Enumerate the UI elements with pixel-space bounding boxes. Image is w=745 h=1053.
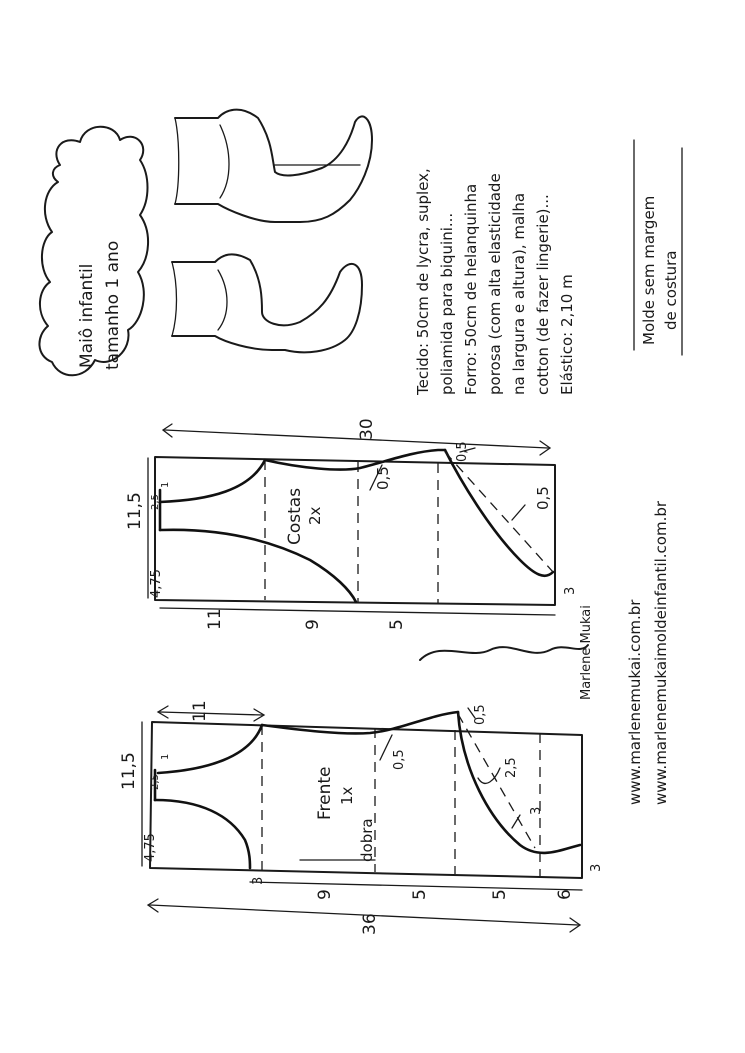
svg-text:Forro: 50cm de helanquinha [462, 184, 480, 395]
back-seg1: 11 [205, 608, 225, 630]
front-piece-count: 1x [338, 786, 356, 805]
front-seg3: 5 [490, 889, 510, 900]
svg-text:www.marlenemukai.com.br [626, 599, 644, 805]
back-neck-step: 2,5 [150, 494, 161, 510]
signature [420, 605, 594, 700]
svg-text:poliamida para biquini... [438, 213, 456, 395]
svg-text:Elástico: 2,10 m [558, 274, 576, 395]
front-piece-name: Frente [315, 766, 335, 820]
materials-line-2: poliamida para biquini... [438, 212, 456, 395]
front-offset-a: 0,5 [392, 749, 407, 770]
signature-text: Marlene Mukai [579, 605, 594, 700]
title-cloud [39, 127, 148, 376]
svg-text:cotton (de fazer lingerie)... [534, 194, 552, 395]
back-pattern-piece [125, 418, 578, 630]
front-height-label: 11,5 [119, 752, 139, 790]
front-offset-b: 0,5 [473, 704, 488, 725]
front-leg-depth: 2,5 [504, 757, 519, 778]
back-offset-c: 0,5 [455, 441, 470, 462]
svg-text:na largura e altura), malha [510, 193, 528, 395]
materials-line-7: Elástico: 2,10 m [558, 274, 576, 395]
front-leg-curve: 3 [529, 806, 544, 815]
front-fold-label: dobra [358, 818, 376, 862]
svg-text:tamanho 1 ano [103, 241, 123, 370]
materials-text [414, 168, 576, 396]
back-width-label: 30 [357, 418, 377, 440]
back-bottom: 3 [563, 586, 578, 595]
back-height-label: 11,5 [125, 492, 145, 530]
back-piece-name: Costas [285, 487, 305, 545]
back-offset-a: 0,5 [374, 466, 392, 490]
back-offset-b: 0,5 [534, 486, 552, 510]
back-seg2: 9 [303, 619, 323, 630]
front-seg4: 6 [555, 889, 575, 900]
note-line2: de costura [662, 250, 680, 330]
front-neck-step: 2,5 [150, 774, 161, 790]
back-top-small: 1 [160, 481, 171, 488]
svg-text:Molde sem margem [640, 196, 658, 345]
front-pattern-piece [119, 700, 604, 935]
front-left-gap: 4,75 [143, 833, 158, 862]
materials-line-6: cotton (de fazer lingerie)... [534, 194, 552, 395]
materials-line-5: na largura e altura), malha [510, 192, 528, 395]
svg-text:www.marlenemukaimoldeinfantil. [652, 500, 670, 805]
materials-line-1: Tecido: 50cm de lycra, suplex, [414, 168, 432, 395]
front-seg2: 5 [410, 889, 430, 900]
svg-text:Maiô infantil [77, 264, 97, 368]
note-line1: Molde sem margem [640, 195, 658, 345]
title-line1: Maiô infantil [77, 263, 97, 368]
website-1: www.marlenemukai.com.br [626, 599, 644, 805]
front-top-small: 1 [160, 753, 171, 760]
front-width-label: 36 [360, 913, 380, 935]
website-credits [626, 500, 670, 805]
front-seg1: 9 [315, 889, 335, 900]
materials-line-3: Forro: 50cm de helanquinha [462, 183, 480, 395]
back-left-gap: 4,75 [149, 569, 164, 598]
seam-note [634, 140, 682, 355]
svg-text:de costura [662, 250, 680, 330]
website-2: www.marlenemukaimoldeinfantil.com.br [652, 500, 670, 805]
back-piece-count: 2x [306, 506, 324, 525]
front-bottom-right: 3 [589, 863, 604, 872]
swimsuit-sketch-front [172, 254, 362, 352]
materials-line-4: porosa (com alta elasticidade [486, 173, 504, 395]
front-bottom-left: 3 [251, 876, 266, 885]
swimsuit-sketch-back [175, 110, 372, 222]
svg-text:Tecido: 50cm de lycra, suplex, [414, 168, 432, 396]
title-line2: tamanho 1 ano [103, 240, 123, 370]
svg-text:porosa (com alta elasticidade [486, 173, 504, 395]
back-seg3: 5 [387, 619, 407, 630]
front-top-seg: 11 [190, 700, 210, 722]
